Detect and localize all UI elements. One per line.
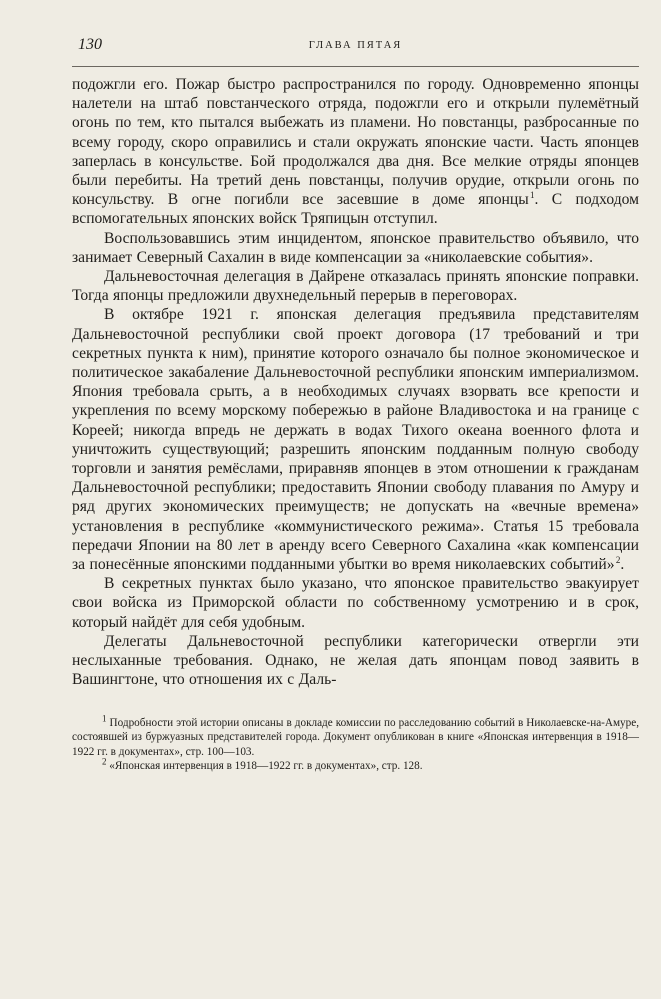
footnote-text: «Японская интервенция в 1918—1922 гг. в документах», стр. 128. xyxy=(109,760,423,772)
paragraph-text-continued: С подходом вспомогательных японских войск Тряпицын отступил. xyxy=(72,191,639,228)
paragraph: Делегаты Дальневосточной республики категорически отвергли эти неслыханные требования. Однако, не желая дать японцам повод заявить в Вашингтоне, что отношения их с Даль- xyxy=(72,632,639,689)
footnote-ref: 1 xyxy=(530,190,535,201)
footnote xyxy=(72,712,640,760)
paragraph: подожгли его. Пожар быстро распространился по городу. Одновременно японцы налетели на штаб повстанческого отряда, подожгли его и открыли пулемётный огонь по тем, кто пытался выбежать из пламени. Но повстанцы, разбросанные по всему городу, скоро оправились и стали окружать японские части. Часть японцев заперлась в консульстве. Бой продолжался два дня. Все мелкие отряды японцев были перебиты. На третий день повстанцы, получив орудие, открыли огонь по консульству. В огне погибли все засевшие в доме японцы $^1$. С подходом вспомогательных японских войск Тряпицын отступил. xyxy=(72,76,639,228)
footnote-marker: 1 xyxy=(102,712,107,723)
footnotes xyxy=(72,712,639,774)
running-head xyxy=(72,30,639,67)
paragraph: В секретных пунктах было указано, что японское правительство эвакуирует свои войска из Приморской области по собственному усмотрению и в срок, который найдёт для себя удобным. xyxy=(72,575,639,631)
page-number: 130 xyxy=(78,36,102,53)
footnote xyxy=(72,756,639,774)
paragraph: Воспользовавшись этим инцидентом, японское правительство объявило, что занимает Северный Сахалин в виде компенсации за «николаевские события». xyxy=(72,229,639,266)
paragraph: Дальневосточная делегация в Дайрене отказалась принять японские поправки. Тогда японцы предложили двухнедельный перерыв в переговорах. xyxy=(72,268,639,305)
book-page xyxy=(72,30,639,980)
footnote-marker: 2 xyxy=(102,756,107,767)
body-text xyxy=(72,75,639,690)
footnote-text: Подробности этой истории описаны в докладе комиссии по расследованию событий в Николаевске-на-Амуре, состоявшей из буржуазных представителей города. Документ опубликован в книге «Японская интервенция в 1918—1922 гг. в документах», стр. 100—103. xyxy=(72,716,640,758)
footnote-ref: 2 xyxy=(615,554,621,565)
paragraph-text: подожгли его. Пожар быстро распространился по городу. Одновременно японцы налетели на штаб повстанческого отряда, подожгли его и открыли пулемётный огонь по тем, кто пытался выбежать из пламени. Но повстанцы, разбросанные по всему городу, скоро оправились и стали окружать японские части. Часть японцев заперлась в консульстве. Бой продолжался два дня. Все мелкие отряды японцев были перебиты. На третий день повстанцы, получив орудие, открыли огонь по консульству. В огне погибли все засевшие в доме японцы xyxy=(72,76,639,209)
paragraph-text: В октябре 1921 г. японская делегация предъявила представителям Дальневосточной республики свой проект договора (17 требований и три секретных пункта к ним), принятие которого означало бы полное экономическое и политическое закабаление Дальневосточной республики японским империализмом. Япония требовала срыть, а в необходимых случаях взорвать все крепости и укрепления по всему морскому побережью в районе Владивостока и на границе с Кореей; никогда впредь не держать в водах Тихого океана военного флота и уничтожить существующий; разрешить японским подданным полную свободу торговли и занятия ремёслами, приравняв японцев в этом отношении к гражданам Дальневосточной республики; предоставить Японии свободу плавания по Амуру и ряд других экономических преимуществ; не допускать на «вечные времена» установления в республике «коммунистического режима». Статья 15 требовала передачи Японии на 80 лет в аренду всего Северного Сахалина «как компенсации за понесённые японскими подданными убытки во время николаевских событий» xyxy=(72,306,639,574)
paragraph: В октябре 1921 г. японская делегация предъявила представителям Дальневосточной республики свой проект договора (17 требований и три секретных пункта к ним), принятие которого означало бы полное экономическое и политическое закабаление Дальневосточной республики японским империализмом. Япония требовала срыть, а в необходимых случаях взорвать все крепости и укрепления по всему морскому побережью в районе Владивостока и на границе с Кореей; никогда впредь не держать в водах Тихого океана военного флота и уничтожить существующий; разрешить японским подданным полную свободу торговли и занятия ремёслами, приравняв японцев в этом отношении к гражданам Дальневосточной республики; предоставить Японии свободу плавания по Амуру и ряд других экономических преимуществ; не допускать на «вечные времена» установления в республике «коммунистического режима». Статья 15 требовала передачи Японии на 80 лет в аренду всего Северного Сахалина «как компенсации за понесённые японскими подданными убытки во время николаевских событий» $^2$. xyxy=(72,306,639,574)
chapter-title: ГЛАВА ПЯТАЯ xyxy=(308,40,403,51)
